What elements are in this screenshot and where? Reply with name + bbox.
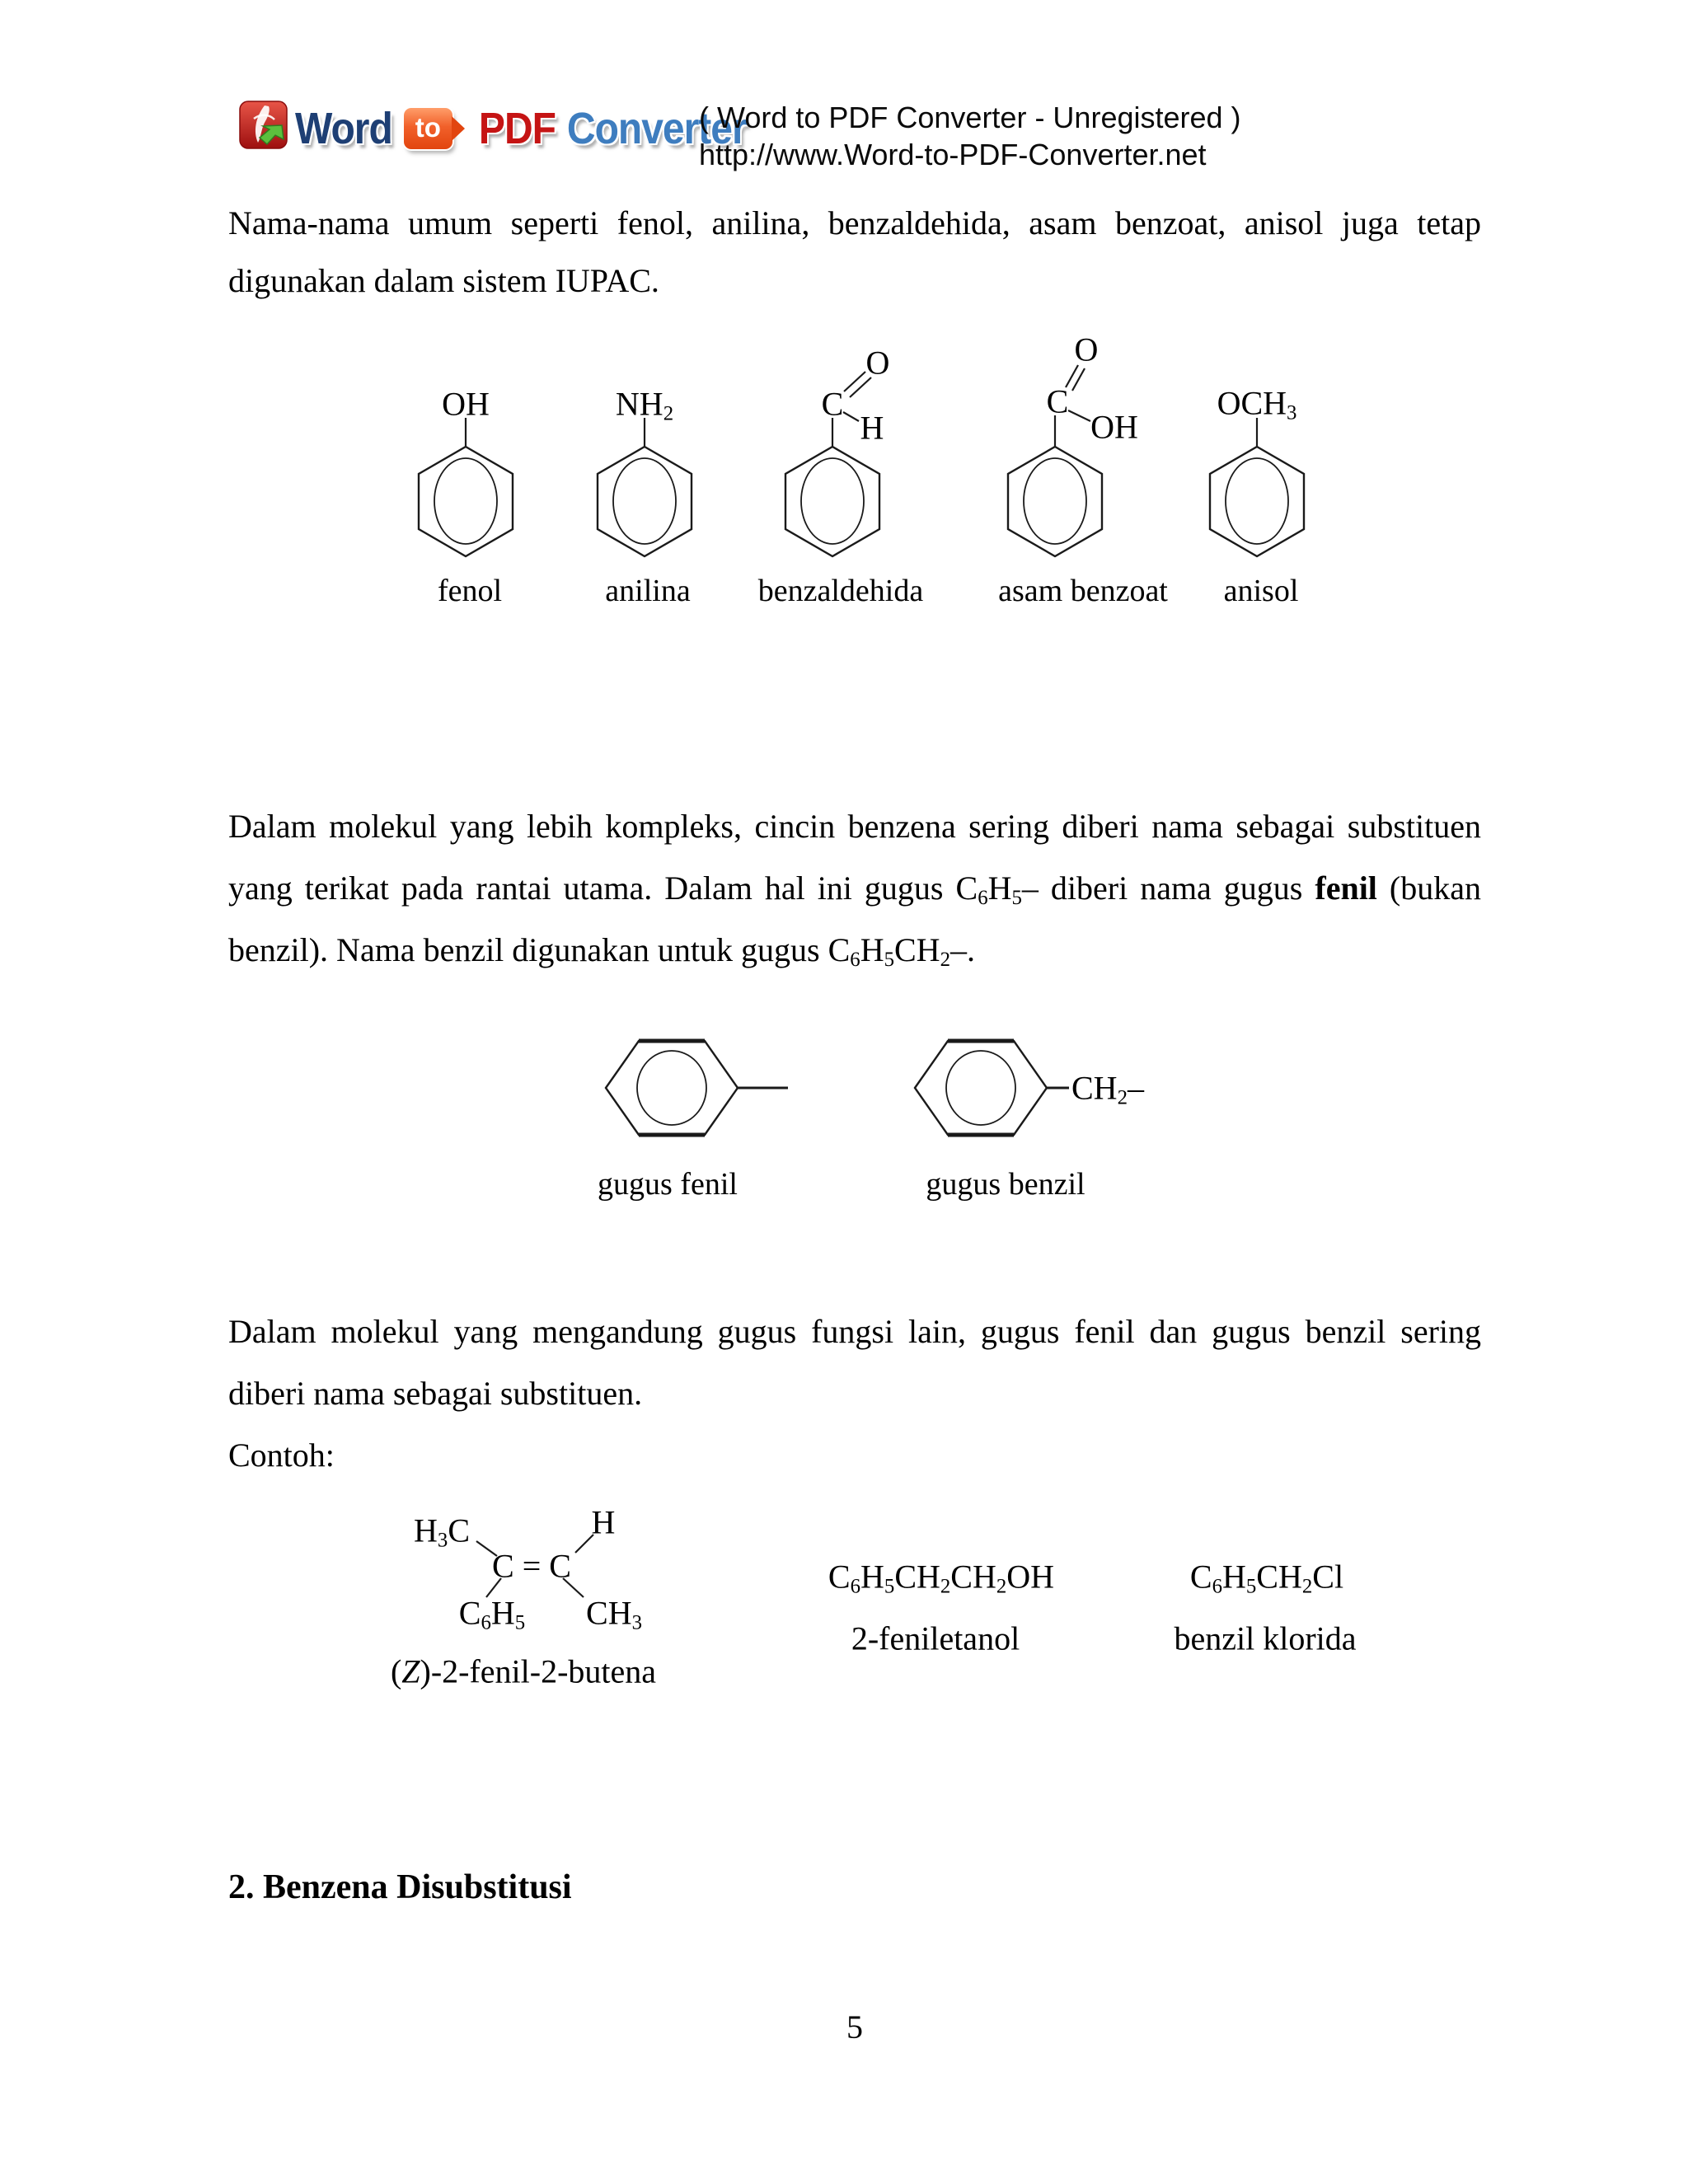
benzil-klorida-formula: $C_6H_5CH_2Cl$ (1189, 1558, 1344, 1598)
ch3-group: $CH_3$ (586, 1594, 642, 1634)
logo-pdf: PDF (478, 104, 556, 153)
paragraph2-line1: Dalam molekul yang lebih kompleks, cincin benzena sering diberi nama sebagai substituen (228, 808, 1481, 845)
benzaldehida-c: C (821, 385, 844, 423)
label-gugus-fenil: gugus fenil (598, 1167, 738, 1202)
benzaldehida-o: O (865, 344, 890, 382)
asam-benzoat-oh: OH (1090, 408, 1138, 446)
word-to-pdf-converter-logo (295, 102, 747, 155)
label-benzaldehida: benzaldehida (757, 574, 924, 608)
paragraph3-line1: Dalam molekul yang mengandung gugus fungsi lain, gugus fenil dan gugus benzil sering (228, 1313, 1481, 1350)
paragraph2-line2 (228, 857, 1481, 919)
benzene-ring-fenil (606, 1041, 788, 1135)
benzene-ring-anilina (598, 418, 692, 556)
label-z-2-fenil-2-butena (391, 1652, 656, 1691)
p2-bold-fenil: fenil (1315, 869, 1377, 907)
c-double-c: C = C (492, 1547, 571, 1585)
substituent-oh: OH (442, 385, 490, 423)
header-note (699, 99, 1241, 173)
benzil-ch2-group: $CH_2-$ (1071, 1069, 1144, 1109)
benzene-ring-anisol (1210, 418, 1304, 556)
p2-seg4: benzil). Nama benzil digunakan untuk gugus (228, 931, 828, 968)
h3c-group: $H_3C$ (414, 1511, 470, 1552)
paragraph3-line2: diberi nama sebagai substituen. (228, 1375, 643, 1412)
logo-to-label: to (415, 112, 441, 143)
butena-z-italic: Z (401, 1652, 420, 1690)
page-number: 5 (846, 2008, 863, 2046)
paragraph1-line2: digunakan dalam sistem IUPAC. (228, 262, 659, 299)
paragraph-fenil-benzil (228, 795, 1481, 981)
substituent-och3: $OCH_3$ (1217, 384, 1297, 424)
butena-suffix: )-2-fenil-2-butena (420, 1652, 657, 1690)
label-gugus-benzil: gugus benzil (926, 1167, 1085, 1202)
c6h5-group: $C_6H_5$ (458, 1594, 526, 1634)
label-benzil-klorida: benzil klorida (1174, 1619, 1357, 1657)
label-fenol: fenol (437, 574, 503, 608)
registration-note: ( Word to PDF Converter - Unregistered ) (699, 101, 1241, 134)
c6h5ch2-formula: $C_6H_5CH_2$ (828, 931, 950, 972)
substituent-nh2: $NH_2$ (615, 385, 674, 425)
h-atom: H (591, 1503, 616, 1541)
benzene-ring-fenol (419, 418, 513, 556)
logo-converter: Converter (566, 104, 747, 153)
asam-benzoat-o: O (1074, 330, 1099, 368)
label-2-feniletanol: 2-feniletanol (851, 1619, 1020, 1657)
figure-fenil-benzil (577, 1010, 1187, 1203)
label-anisol: anisol (1223, 574, 1299, 608)
label-anilina: anilina (605, 574, 691, 608)
paragraph2-line3 (228, 919, 1481, 981)
paragraph-substituen (228, 1301, 1481, 1486)
contoh-label: Contoh: (228, 1436, 335, 1474)
p2-seg5: –. (950, 931, 975, 968)
p2-seg2: – diberi nama gugus (1021, 869, 1315, 907)
p2-seg3: (bukan (1376, 869, 1481, 907)
figure-examples (363, 1500, 1401, 1694)
benzene-ring-benzil (915, 1041, 1069, 1135)
c6h5-formula: $C_6H_5$ (955, 869, 1022, 910)
feniletanol-formula: $C_6H_5CH_2CH_2OH$ (828, 1558, 1055, 1598)
p2-seg1: yang terikat pada rantai utama. Dalam hal ini gugus (228, 869, 956, 907)
section-heading: 2. Benzena Disubstitusi (228, 1868, 572, 1906)
converter-url: http://www.Word-to-PDF-Converter.net (699, 138, 1207, 171)
logo-to-badge (404, 108, 452, 149)
figure-benzene-derivatives (396, 326, 1335, 618)
label-asam-benzoat: asam benzoat (998, 574, 1168, 608)
paragraph1-line1: Nama-nama umum seperti fenol, anilina, benzaldehida, asam benzoat, anisol juga tetap (228, 204, 1481, 241)
pdf-icon-graphic (239, 101, 290, 155)
pdf-app-icon (239, 101, 290, 155)
butena-prefix: ( (390, 1652, 402, 1690)
paragraph-common-names (228, 194, 1481, 310)
benzaldehida-h: H (860, 409, 884, 447)
logo-word: Word (295, 104, 392, 153)
asam-benzoat-c: C (1046, 382, 1069, 420)
